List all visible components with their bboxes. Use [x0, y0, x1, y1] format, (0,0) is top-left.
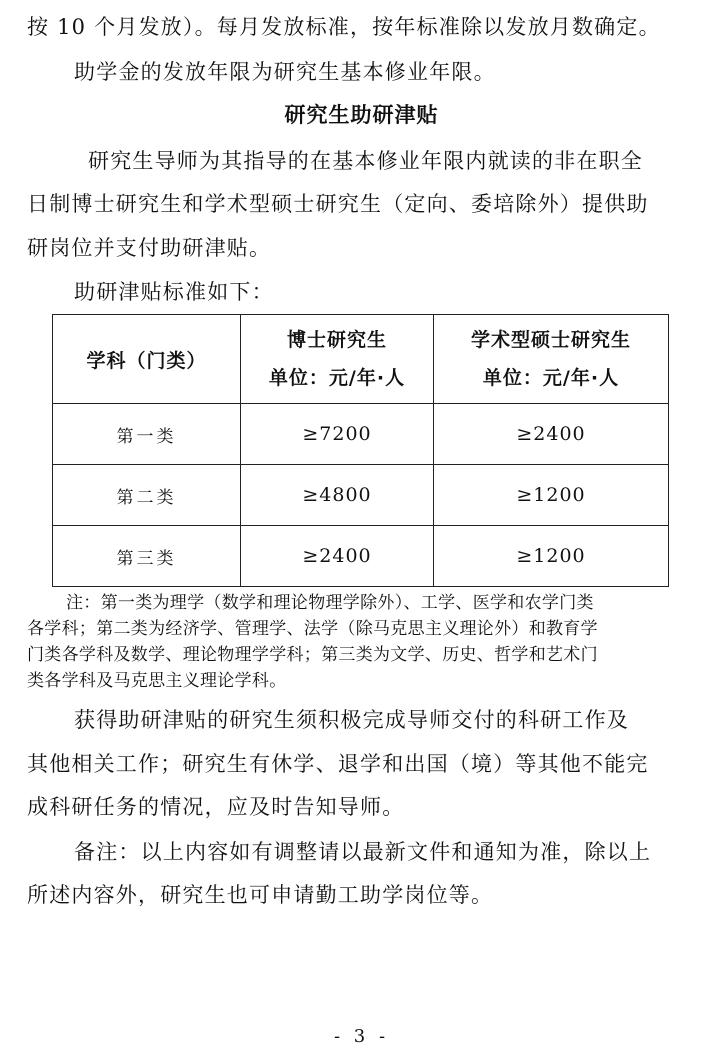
header-master-unit: 单位：元/年·人	[482, 367, 620, 389]
remark-line-2: 所述内容外，研究生也可申请勤工助学岗位等。	[27, 883, 494, 907]
section-para-line-4: 助研津贴标准如下：	[74, 280, 274, 304]
row-category: 第三类	[53, 526, 241, 587]
header-master-title: 学术型硕士研究生	[470, 329, 631, 351]
header-phd	[241, 315, 434, 404]
table-row	[53, 404, 669, 465]
header-discipline: 学科（门类）	[53, 315, 241, 404]
note-line-4: 类各学科及马克思主义理论学科。	[27, 671, 287, 691]
row-master-value: ≥1200	[434, 526, 669, 587]
header-master	[434, 315, 669, 404]
row-category: 第二类	[53, 465, 241, 526]
table-row	[53, 526, 669, 587]
section-para-line-3: 研岗位并支付助研津贴。	[27, 236, 272, 260]
row-master-value: ≥1200	[434, 465, 669, 526]
intro-line-1: 按 10 个月发放）。每月发放标准，按年标准除以发放月数确定。	[27, 15, 661, 39]
row-master-value: ≥2400	[434, 404, 669, 465]
section-para-line-1: 研究生导师为其指导的在基本修业年限内就读的非在职全	[88, 149, 643, 173]
remark-line-1: 备注：以上内容如有调整请以最新文件和通知为准，除以上	[74, 840, 652, 864]
intro-line-2: 助学金的发放年限为研究生基本修业年限。	[74, 60, 496, 84]
closing-line-3: 成科研任务的情况，应及时告知导师。	[27, 795, 405, 819]
page-number: - 3 -	[333, 1026, 390, 1047]
row-phd-value: ≥2400	[241, 526, 434, 587]
table-header-row	[53, 315, 669, 404]
note-line-1: 注：第一类为理学（数学和理论物理学除外）、工学、医学和农学门类	[66, 593, 594, 613]
section-para-line-2: 日制博士研究生和学术型硕士研究生（定向、委培除外）提供助	[27, 192, 649, 216]
note-line-2: 各学科；第二类为经济学、管理学、法学（除马克思主义理论外）和教育学	[27, 619, 598, 639]
closing-line-2: 其他相关工作；研究生有休学、退学和出国（境）等其他不能完	[27, 752, 649, 776]
row-phd-value: ≥4800	[241, 465, 434, 526]
subsidy-table	[52, 314, 669, 587]
note-line-3: 门类各学科及数学、理论物理学学科；第三类为文学、历史、哲学和艺术门	[27, 645, 598, 665]
closing-line-1: 获得助研津贴的研究生须积极完成导师交付的科研工作及	[74, 708, 629, 732]
header-phd-title: 博士研究生	[286, 329, 387, 351]
section-title: 研究生助研津贴	[284, 103, 439, 127]
row-category: 第一类	[53, 404, 241, 465]
header-phd-unit: 单位：元/年·人	[268, 367, 406, 389]
row-phd-value: ≥7200	[241, 404, 434, 465]
table-row	[53, 465, 669, 526]
